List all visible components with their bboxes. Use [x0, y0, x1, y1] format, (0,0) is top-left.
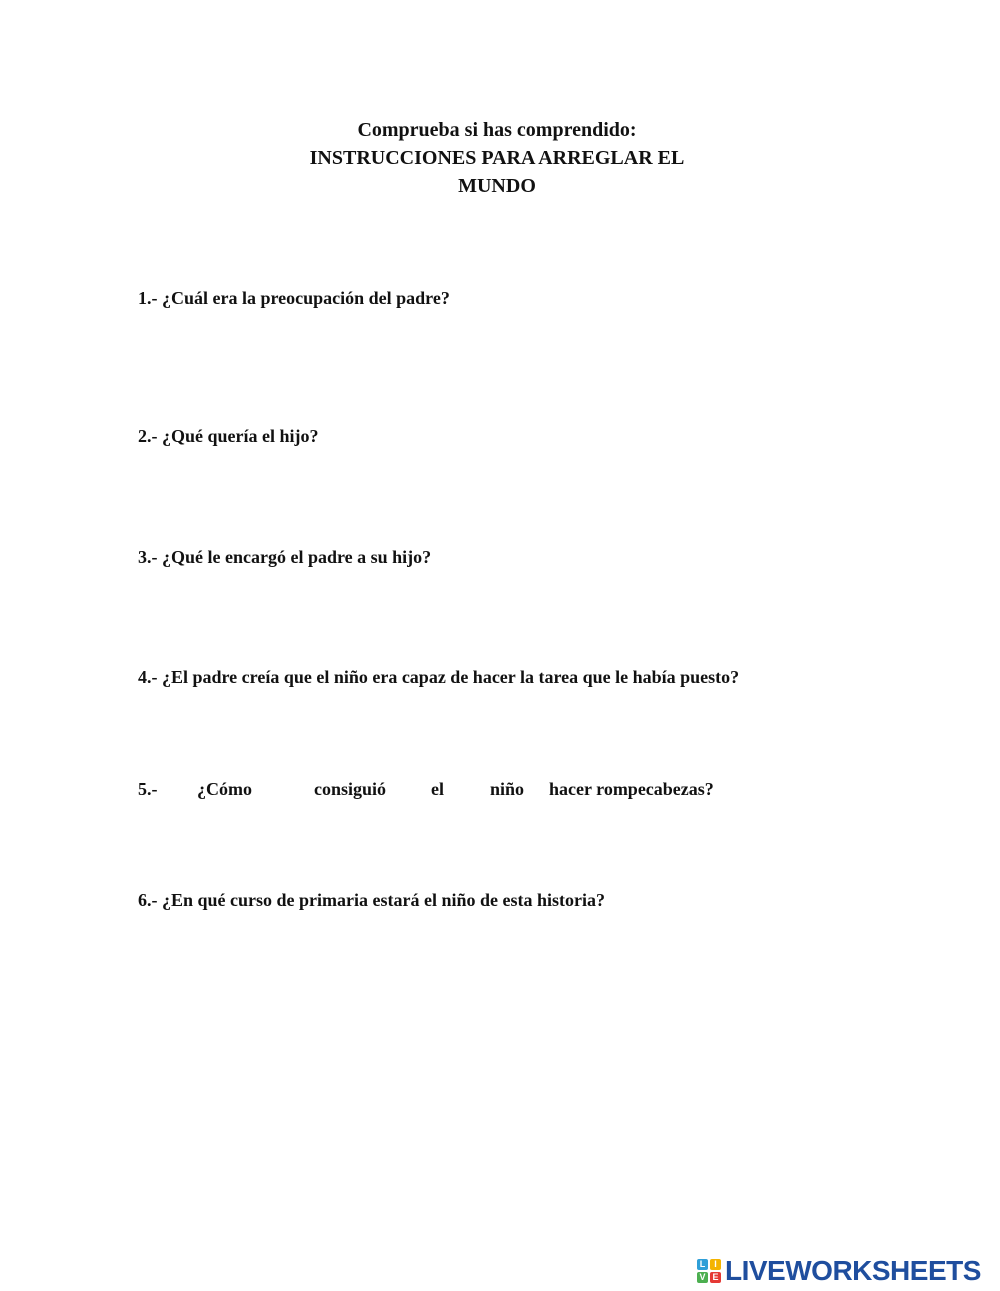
question-6: 6.- ¿En qué curso de primaria estará el niño de esta historia?	[138, 890, 605, 910]
question-2: 2.- ¿Qué quería el hijo?	[138, 426, 319, 446]
question-5-word-el: el	[431, 779, 444, 799]
question-5-word-como: ¿Cómo	[197, 779, 252, 799]
liveworksheets-brand	[697, 1256, 981, 1286]
question-5-number: 5.-	[138, 779, 158, 799]
title-line-1: Comprueba si has comprendido:	[357, 119, 637, 141]
logo-letter-e: E	[710, 1272, 721, 1283]
question-5-word-nino: niño	[490, 779, 525, 799]
title-line-2: INSTRUCCIONES PARA ARREGLAR EL	[309, 147, 685, 169]
question-5-word-hacer-rompecabezas: hacer rompecabezas?	[549, 779, 714, 799]
liveworksheets-wordmark: LIVEWORKSHEETS	[725, 1255, 981, 1286]
question-3: 3.- ¿Qué le encargó el padre a su hijo?	[138, 547, 432, 567]
logo-letter-l: L	[697, 1259, 708, 1270]
liveworksheets-logo-icon	[697, 1259, 721, 1283]
question-4: 4.- ¿El padre creía que el niño era capaz de hacer la tarea que le había puesto?	[138, 667, 740, 687]
logo-letter-v: V	[697, 1272, 708, 1283]
question-1: 1.- ¿Cuál era la preocupación del padre?	[138, 288, 450, 308]
question-5-word-consiguio: consiguió	[314, 779, 387, 799]
title-line-3: MUNDO	[458, 175, 536, 197]
worksheet-title	[0, 116, 1000, 200]
logo-letter-i: I	[710, 1259, 721, 1270]
